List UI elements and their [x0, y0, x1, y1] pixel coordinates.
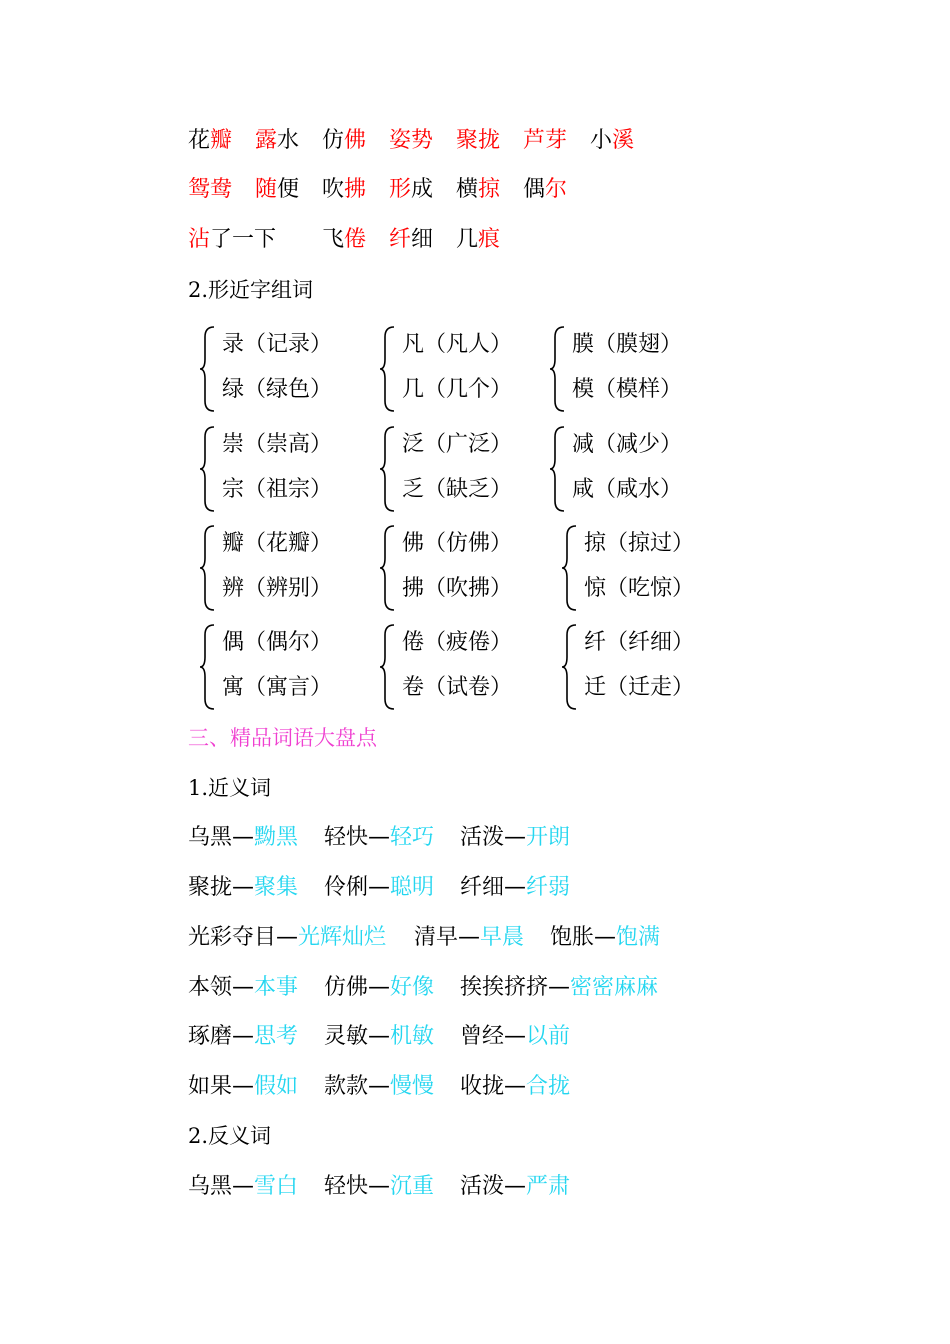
synonym-pair: 纤细—纤弱 — [460, 875, 571, 900]
word-item: 沾了一下 — [188, 227, 277, 252]
synonym-pair: 曾经—以前 — [460, 1024, 571, 1049]
brace-icon — [562, 624, 578, 710]
word-item: 纤细 — [389, 227, 434, 252]
brace-icon — [380, 326, 396, 412]
group-entry: 膜（膜翅） — [572, 332, 683, 357]
brace-icon — [380, 624, 396, 710]
group-entry: 凡（凡人） — [402, 332, 513, 357]
word-item: 仿佛 — [322, 128, 367, 153]
synonym-pair: 收拢—合拢 — [460, 1074, 571, 1099]
synonym-pair: 活泼—开朗 — [460, 825, 571, 850]
synonym-pair: 饱胀—饱满 — [550, 925, 661, 950]
synonym-pair: 琢磨—思考 — [188, 1024, 299, 1049]
group-entry: 咸（咸水） — [572, 477, 683, 502]
word-item: 偶尔 — [523, 177, 568, 202]
group-entry: 寓（寓言） — [222, 675, 333, 700]
group-entry: 宗（祖宗） — [222, 477, 333, 502]
group-entry: 掠（掠过） — [584, 531, 695, 556]
word-item: 露水 — [255, 128, 300, 153]
group-entry: 减（减少） — [572, 432, 683, 457]
brace-icon — [200, 525, 216, 611]
synonym-pair: 本领—本事 — [188, 975, 299, 1000]
word-item: 姿势 — [389, 128, 434, 153]
synonym-pair: 灵敏—机敏 — [324, 1024, 435, 1049]
brace-icon — [550, 426, 566, 512]
brace-icon — [550, 326, 566, 412]
antonyms-heading: 2.反义词 — [188, 1124, 272, 1148]
brace-icon — [380, 525, 396, 611]
word-item: 飞倦 — [322, 227, 367, 252]
brace-icon — [380, 426, 396, 512]
group-entry: 泛（广泛） — [402, 432, 513, 457]
group-entry: 模（模样） — [572, 377, 683, 402]
synonyms-heading: 1.近义词 — [188, 776, 272, 800]
word-item: 形成 — [389, 177, 434, 202]
word-item: 吹拂 — [322, 177, 367, 202]
group-entry: 卷（试卷） — [402, 675, 513, 700]
group-entry: 几（几个） — [402, 377, 513, 402]
synonym-pair: 如果—假如 — [188, 1074, 299, 1099]
brace-icon — [562, 525, 578, 611]
word-item: 横掠 — [456, 177, 501, 202]
group-entry: 崇（崇高） — [222, 432, 333, 457]
antonym-pair: 轻快—沉重 — [324, 1174, 435, 1199]
antonym-pair: 乌黑—雪白 — [188, 1174, 299, 1199]
section-heading-word-review: 三、精品词语大盘点 — [188, 726, 377, 750]
synonym-pair: 聚拢—聚集 — [188, 875, 299, 900]
word-item: 花瓣 — [188, 128, 233, 153]
word-item: 鸳鸯 — [188, 177, 233, 202]
group-entry: 佛（仿佛） — [402, 531, 513, 556]
group-entry: 辨（辨别） — [222, 576, 333, 601]
brace-icon — [200, 426, 216, 512]
synonym-pair: 清早—早晨 — [414, 925, 525, 950]
group-entry: 录（记录） — [222, 332, 333, 357]
group-entry: 乏（缺乏） — [402, 477, 513, 502]
group-entry: 偶（偶尔） — [222, 630, 333, 655]
synonym-pair: 仿佛—好像 — [324, 975, 435, 1000]
section-heading-similar-characters: 2.形近字组词 — [188, 278, 314, 302]
synonym-pair: 乌黑—黝黑 — [188, 825, 299, 850]
synonym-pair: 轻快—轻巧 — [324, 825, 435, 850]
word-item: 小溪 — [590, 128, 635, 153]
antonym-pair: 活泼—严肃 — [460, 1174, 571, 1199]
group-entry: 惊（吃惊） — [584, 576, 695, 601]
group-entry: 迁（迁走） — [584, 675, 695, 700]
word-item: 随便 — [255, 177, 300, 202]
word-item: 聚拢 — [456, 128, 501, 153]
synonym-pair: 挨挨挤挤—密密麻麻 — [460, 975, 659, 1000]
brace-icon — [200, 326, 216, 412]
synonym-pair: 伶俐—聪明 — [324, 875, 435, 900]
group-entry: 纤（纤细） — [584, 630, 695, 655]
word-item: 几痕 — [456, 227, 501, 252]
word-item: 芦芽 — [523, 128, 568, 153]
brace-icon — [200, 624, 216, 710]
synonym-pair: 光彩夺目—光辉灿烂 — [188, 925, 387, 950]
group-entry: 绿（绿色） — [222, 377, 333, 402]
group-entry: 瓣（花瓣） — [222, 531, 333, 556]
group-entry: 拂（吹拂） — [402, 576, 513, 601]
group-entry: 倦（疲倦） — [402, 630, 513, 655]
synonym-pair: 款款—慢慢 — [324, 1074, 435, 1099]
